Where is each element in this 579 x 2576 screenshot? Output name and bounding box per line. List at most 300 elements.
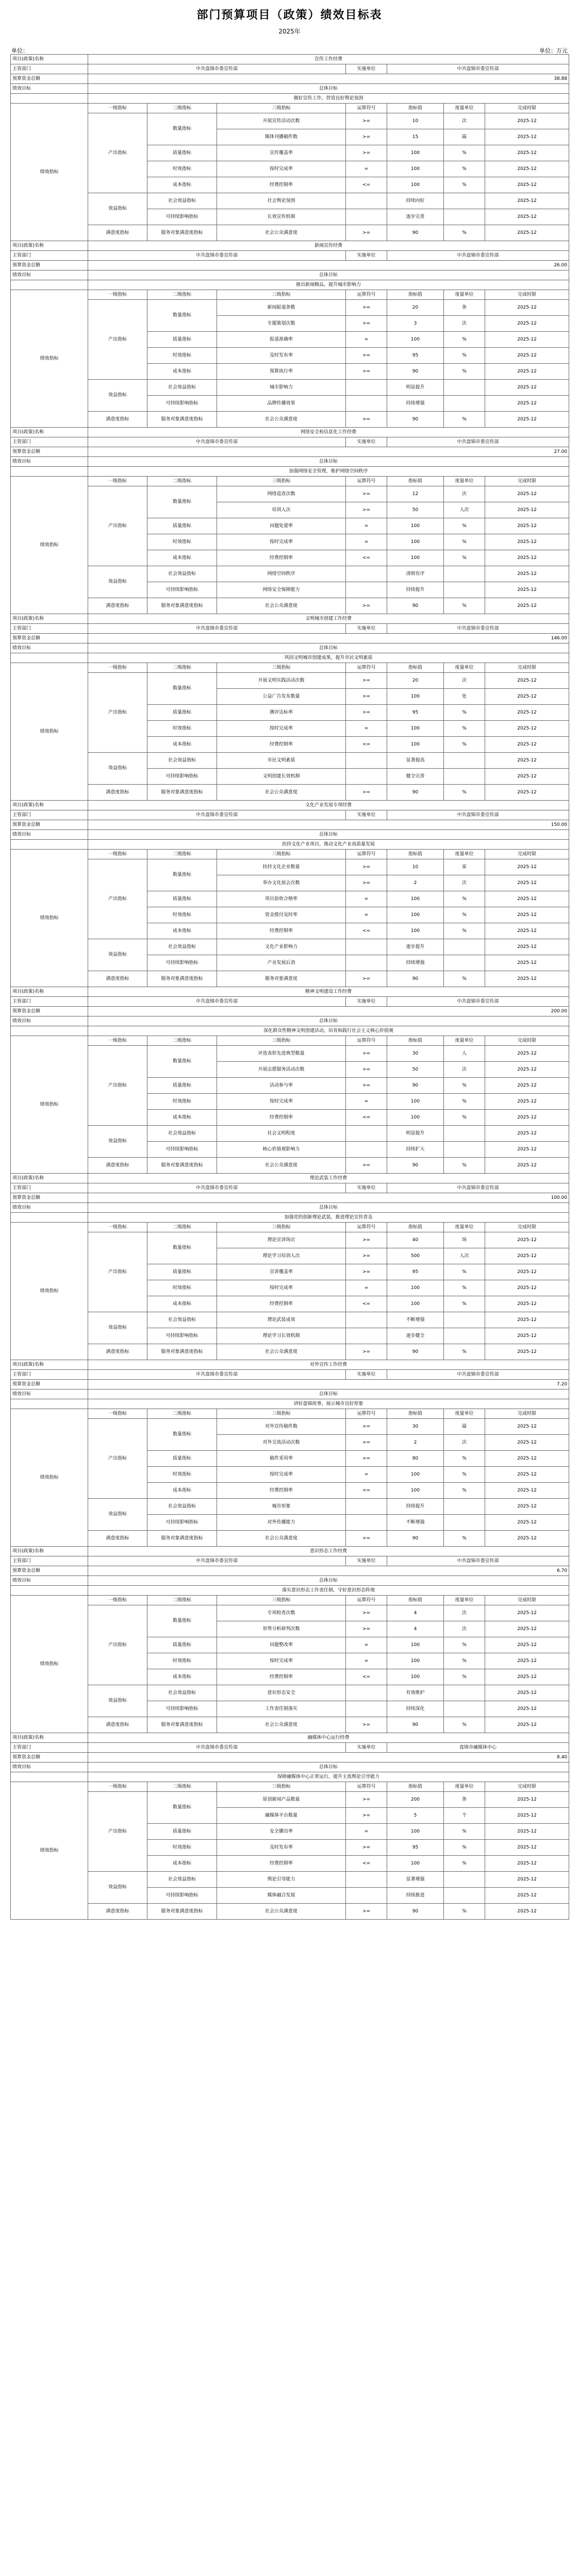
- operator-cell: >=: [346, 113, 387, 129]
- target-cell: 90: [387, 1717, 444, 1733]
- level3-cell: 经费控制率: [217, 1856, 346, 1872]
- unit-cell: %: [444, 332, 485, 348]
- indicator-header-row: [11, 1036, 569, 1046]
- level2-cell: 质量指标: [147, 1824, 217, 1840]
- impl-unit-label: 实施单位: [346, 997, 387, 1007]
- indicator-row: [11, 1792, 569, 1808]
- level3-cell: 社会公众满意度: [217, 1717, 346, 1733]
- unit-cell: %: [444, 785, 485, 801]
- dept-value: 中共盘锦市委宣传部: [88, 624, 346, 634]
- unit-header: 度量单位: [444, 104, 485, 113]
- deadline-cell: 2025-12: [485, 1232, 569, 1248]
- deadline-cell: 2025-12: [485, 1248, 569, 1264]
- operator-cell: >=: [346, 1435, 387, 1451]
- level2-cell: 成本指标: [147, 1110, 217, 1126]
- level2-header: 二级指标: [147, 477, 217, 486]
- target-cell: 100: [387, 145, 444, 161]
- target-cell: 持续增强: [387, 396, 444, 412]
- goal-label: 绩效目标: [11, 1762, 88, 1772]
- indicator-row: [11, 939, 569, 955]
- operator-cell: >=: [346, 348, 387, 364]
- unit-cell: [444, 1142, 485, 1158]
- unit-cell: 篇: [444, 1419, 485, 1435]
- deadline-cell: 2025-12: [485, 955, 569, 971]
- level3-cell: 按时完成率: [217, 721, 346, 737]
- budget-value: 146.00: [88, 634, 569, 643]
- goal-header-row: [11, 1576, 569, 1586]
- operator-cell: <=: [346, 1856, 387, 1872]
- level3-cell: 社会文明程度: [217, 1126, 346, 1142]
- target-cell: 80: [387, 1451, 444, 1467]
- budget-value: 7.20: [88, 1380, 569, 1389]
- indicator-row: [11, 1872, 569, 1888]
- deadline-cell: 2025-12: [485, 177, 569, 193]
- level3-cell: 媒体刊播稿件数: [217, 129, 346, 145]
- level3-cell: 宣传覆盖率: [217, 145, 346, 161]
- unit-cell: %: [444, 971, 485, 987]
- target-cell: 持续扩大: [387, 1142, 444, 1158]
- level2-cell: 成本指标: [147, 1669, 217, 1685]
- deadline-cell: 2025-12: [485, 364, 569, 380]
- goal-header-row: [11, 643, 569, 653]
- level3-cell: 开展志愿服务活动次数: [217, 1062, 346, 1078]
- unit-cell: [444, 1872, 485, 1888]
- project-name-label: 项目(政策)名称: [11, 801, 88, 810]
- level3-cell: 经费控制率: [217, 177, 346, 193]
- level3-cell: 社会公众满意度: [217, 1158, 346, 1174]
- level3-cell: 及时发布率: [217, 1840, 346, 1856]
- operator-cell: [346, 193, 387, 209]
- level3-cell: 评选表彰先进典型数量: [217, 1046, 346, 1062]
- dept-value: 中共盘锦市委宣传部: [88, 251, 346, 261]
- level2-cell: 服务对象满意度指标: [147, 1344, 217, 1360]
- target-cell: 5: [387, 1808, 444, 1824]
- level2-cell: 成本指标: [147, 364, 217, 380]
- level3-cell: 社会公众满意度: [217, 1904, 346, 1920]
- level3-cell: 形势分析研判次数: [217, 1621, 346, 1637]
- dept-label: 主管部门: [11, 437, 88, 447]
- deadline-cell: 2025-12: [485, 939, 569, 955]
- goal-row: [11, 1026, 569, 1036]
- indicator-row: [11, 859, 569, 875]
- target-cell: 10: [387, 859, 444, 875]
- level2-cell: 可持续影响指标: [147, 955, 217, 971]
- deadline-cell: 2025-12: [485, 673, 569, 689]
- deadline-cell: 2025-12: [485, 1483, 569, 1499]
- goal-spacer: [11, 653, 88, 663]
- level1-cell: 效益指标: [88, 939, 147, 971]
- project-name-row: [11, 55, 569, 64]
- dept-value: 中共盘锦市委宣传部: [88, 64, 346, 74]
- deadline-cell: 2025-12: [485, 1451, 569, 1467]
- deadline-cell: 2025-12: [485, 705, 569, 721]
- deadline-header: 完成时限: [485, 1782, 569, 1792]
- impl-unit-label: 实施单位: [346, 64, 387, 74]
- target-header: 指标值: [387, 104, 444, 113]
- goal-label: 绩效目标: [11, 1389, 88, 1399]
- indicator-header-row: [11, 850, 569, 859]
- level3-cell: 工作责任制落实: [217, 1701, 346, 1717]
- impl-unit-label: 实施单位: [346, 437, 387, 447]
- deadline-cell: 2025-12: [485, 1344, 569, 1360]
- indicators-label: 绩效指标: [11, 1036, 88, 1174]
- level2-cell: 社会效益指标: [147, 753, 217, 769]
- goal-spacer: [11, 280, 88, 290]
- unit-cell: 篇: [444, 129, 485, 145]
- level1-cell: 效益指标: [88, 193, 147, 225]
- level3-cell: 核心价值观影响力: [217, 1142, 346, 1158]
- operator-cell: =: [346, 907, 387, 923]
- target-cell: 逐步健全: [387, 1328, 444, 1344]
- level3-cell: 社会公众满意度: [217, 1344, 346, 1360]
- dept-row: [11, 997, 569, 1007]
- level1-cell: 效益指标: [88, 566, 147, 598]
- project-name-label: 项目(政策)名称: [11, 1733, 88, 1743]
- level2-cell: 时效指标: [147, 1094, 217, 1110]
- operator-cell: >=: [346, 1078, 387, 1094]
- target-header: 指标值: [387, 663, 444, 673]
- deadline-cell: 2025-12: [485, 1419, 569, 1435]
- level3-cell: 按时完成率: [217, 1467, 346, 1483]
- target-cell: 100: [387, 177, 444, 193]
- indicator-row: [11, 971, 569, 987]
- overall-goal-label: 总体目标: [88, 84, 569, 94]
- overall-goal-text: 巩固文明城市创建成果，提升市民文明素质: [88, 653, 569, 663]
- target-cell: 90: [387, 971, 444, 987]
- level2-header: 二级指标: [147, 663, 217, 673]
- level3-cell: 经费控制率: [217, 923, 346, 939]
- deadline-cell: 2025-12: [485, 1312, 569, 1328]
- unit-cell: %: [444, 1531, 485, 1547]
- operator-cell: <=: [346, 1669, 387, 1685]
- project-name: 新闻宣传经费: [88, 241, 569, 251]
- level2-cell: 时效指标: [147, 161, 217, 177]
- level2-cell: 服务对象满意度指标: [147, 412, 217, 428]
- target-cell: 100: [387, 1824, 444, 1840]
- unit-header: 度量单位: [444, 663, 485, 673]
- deadline-cell: 2025-12: [485, 129, 569, 145]
- deadline-cell: 2025-12: [485, 689, 569, 705]
- level2-cell: 时效指标: [147, 1653, 217, 1669]
- operator-cell: =: [346, 161, 387, 177]
- target-cell: 30: [387, 1046, 444, 1062]
- level2-cell: 可持续影响指标: [147, 582, 217, 598]
- project-name-label: 项目(政策)名称: [11, 1360, 88, 1370]
- operator-cell: >=: [346, 225, 387, 241]
- unit-header: 度量单位: [444, 477, 485, 486]
- dept-row: [11, 1556, 569, 1566]
- level2-cell: 数量指标: [147, 486, 217, 518]
- level3-header: 三级指标: [217, 850, 346, 859]
- target-cell: 100: [387, 1856, 444, 1872]
- level2-cell: 社会效益指标: [147, 1872, 217, 1888]
- target-cell: 100: [387, 550, 444, 566]
- indicator-header-row: [11, 1596, 569, 1605]
- unit-cell: [444, 582, 485, 598]
- deadline-cell: 2025-12: [485, 1701, 569, 1717]
- level1-cell: 产出指标: [88, 1605, 147, 1685]
- level1-header: 一级指标: [88, 104, 147, 113]
- operator-header: 运算符号: [346, 104, 387, 113]
- goal-row: [11, 467, 569, 477]
- deadline-header: 完成时限: [485, 1596, 569, 1605]
- operator-cell: <=: [346, 1110, 387, 1126]
- operator-cell: <=: [346, 737, 387, 753]
- level2-cell: 可持续影响指标: [147, 769, 217, 785]
- level2-cell: 服务对象满意度指标: [147, 971, 217, 987]
- deadline-cell: 2025-12: [485, 721, 569, 737]
- level2-cell: 服务对象满意度指标: [147, 1531, 217, 1547]
- operator-cell: >=: [346, 364, 387, 380]
- indicator-row: [11, 1685, 569, 1701]
- dept-label: 主管部门: [11, 1743, 88, 1753]
- level2-cell: 社会效益指标: [147, 193, 217, 209]
- impl-unit-value: 中共盘锦市委宣传部: [387, 64, 569, 74]
- project-name: 融媒体中心运行经费: [88, 1733, 569, 1743]
- level1-cell: 效益指标: [88, 380, 147, 412]
- dept-value: 中共盘锦市委宣传部: [88, 1556, 346, 1566]
- budget-label: 预算资金总额: [11, 1007, 88, 1016]
- dept-label: 主管部门: [11, 624, 88, 634]
- target-header: 指标值: [387, 1223, 444, 1232]
- target-cell: 显著提高: [387, 753, 444, 769]
- goal-spacer: [11, 1399, 88, 1409]
- dept-row: [11, 437, 569, 447]
- level1-header: 一级指标: [88, 1782, 147, 1792]
- goal-row: [11, 280, 569, 290]
- level1-header: 一级指标: [88, 1036, 147, 1046]
- level1-cell: 满意度指标: [88, 1344, 147, 1360]
- level3-cell: 按时完成率: [217, 534, 346, 550]
- operator-cell: [346, 1126, 387, 1142]
- deadline-cell: 2025-12: [485, 1669, 569, 1685]
- deadline-cell: 2025-12: [485, 1046, 569, 1062]
- level2-cell: 时效指标: [147, 1280, 217, 1296]
- operator-cell: =: [346, 1280, 387, 1296]
- operator-cell: =: [346, 518, 387, 534]
- operator-cell: >=: [346, 145, 387, 161]
- level3-cell: 报道准确率: [217, 332, 346, 348]
- unit-cell: 次: [444, 316, 485, 332]
- level1-cell: 产出指标: [88, 1419, 147, 1499]
- budget-value: 150.00: [88, 820, 569, 830]
- level3-cell: 按时完成率: [217, 1280, 346, 1296]
- level2-header: 二级指标: [147, 1223, 217, 1232]
- unit-cell: %: [444, 891, 485, 907]
- unit-cell: %: [444, 348, 485, 364]
- indicator-header-row: [11, 1782, 569, 1792]
- overall-goal-text: 推出新闻精品，提升城市影响力: [88, 280, 569, 290]
- indicators-label: 绩效指标: [11, 477, 88, 614]
- indicator-row: [11, 1499, 569, 1515]
- budget-row: [11, 1566, 569, 1576]
- target-cell: 90: [387, 598, 444, 614]
- operator-cell: >=: [346, 1531, 387, 1547]
- level3-cell: 举办文化展会次数: [217, 875, 346, 891]
- target-cell: 逐步完善: [387, 209, 444, 225]
- level3-cell: 服务对象满意度: [217, 971, 346, 987]
- target-cell: 100: [387, 1280, 444, 1296]
- level2-cell: 质量指标: [147, 1078, 217, 1094]
- deadline-header: 完成时限: [485, 477, 569, 486]
- level2-cell: 数量指标: [147, 1232, 217, 1264]
- level3-cell: 网络巡查次数: [217, 486, 346, 502]
- unit-cell: %: [444, 1669, 485, 1685]
- level3-header: 三级指标: [217, 1036, 346, 1046]
- unit-cell: [444, 939, 485, 955]
- project-name-label: 项目(政策)名称: [11, 614, 88, 624]
- deadline-cell: 2025-12: [485, 348, 569, 364]
- indicator-row: [11, 1717, 569, 1733]
- project-name-row: [11, 801, 569, 810]
- deadline-cell: 2025-12: [485, 1158, 569, 1174]
- indicator-row: [11, 673, 569, 689]
- level3-cell: 网络空间秩序: [217, 566, 346, 582]
- deadline-cell: 2025-12: [485, 1280, 569, 1296]
- level1-cell: 满意度指标: [88, 1158, 147, 1174]
- level3-cell: 舆论引导能力: [217, 1872, 346, 1888]
- impl-unit-label: 实施单位: [346, 1370, 387, 1380]
- goal-spacer: [11, 467, 88, 477]
- indicators-label: 绩效指标: [11, 290, 88, 428]
- deadline-cell: 2025-12: [485, 907, 569, 923]
- unit-cell: %: [444, 1451, 485, 1467]
- impl-unit-value: 中共盘锦市委宣传部: [387, 1556, 569, 1566]
- level3-cell: 开展文明实践活动次数: [217, 673, 346, 689]
- unit-cell: [444, 1126, 485, 1142]
- unit-cell: %: [444, 1110, 485, 1126]
- deadline-cell: 2025-12: [485, 1062, 569, 1078]
- goal-label: 绩效目标: [11, 830, 88, 840]
- level2-cell: 时效指标: [147, 534, 217, 550]
- unit-cell: %: [444, 550, 485, 566]
- operator-cell: [346, 1499, 387, 1515]
- operator-cell: >=: [346, 1419, 387, 1435]
- unit-cell: 条: [444, 300, 485, 316]
- level3-cell: 扶持文化企业数量: [217, 859, 346, 875]
- impl-unit-label: 实施单位: [346, 1743, 387, 1753]
- target-cell: 100: [387, 1296, 444, 1312]
- target-cell: 20: [387, 673, 444, 689]
- unit-cell: %: [444, 1158, 485, 1174]
- deadline-header: 完成时限: [485, 290, 569, 300]
- operator-cell: <=: [346, 1296, 387, 1312]
- operator-cell: >=: [346, 1232, 387, 1248]
- level1-header: 一级指标: [88, 850, 147, 859]
- level3-cell: 产业发展后劲: [217, 955, 346, 971]
- dept-value: 中共盘锦市委宣传部: [88, 1183, 346, 1193]
- deadline-header: 完成时限: [485, 104, 569, 113]
- unit-cell: [444, 1888, 485, 1904]
- budget-row: [11, 1753, 569, 1762]
- level2-cell: 数量指标: [147, 673, 217, 705]
- budget-value: 38.88: [88, 74, 569, 84]
- unit-header: 度量单位: [444, 1036, 485, 1046]
- indicator-row: [11, 753, 569, 769]
- budget-label: 预算资金总额: [11, 1193, 88, 1203]
- target-cell: 明显提升: [387, 1126, 444, 1142]
- level3-cell: 项目验收合格率: [217, 891, 346, 907]
- level1-cell: 效益指标: [88, 1312, 147, 1344]
- level2-header: 二级指标: [147, 1596, 217, 1605]
- operator-cell: >=: [346, 1062, 387, 1078]
- unit-header: 度量单位: [444, 1409, 485, 1419]
- level3-header: 三级指标: [217, 290, 346, 300]
- target-cell: 100: [387, 1653, 444, 1669]
- level3-cell: 理论宣讲场次: [217, 1232, 346, 1248]
- deadline-header: 完成时限: [485, 1036, 569, 1046]
- operator-cell: >=: [346, 1792, 387, 1808]
- unit-cell: %: [444, 518, 485, 534]
- level1-cell: 效益指标: [88, 1685, 147, 1717]
- indicator-row: [11, 113, 569, 129]
- operator-cell: [346, 1701, 387, 1717]
- operator-cell: >=: [346, 1717, 387, 1733]
- unit-cell: 场: [444, 1232, 485, 1248]
- operator-cell: >=: [346, 316, 387, 332]
- project-name-label: 项目(政策)名称: [11, 428, 88, 437]
- project-name-row: [11, 614, 569, 624]
- operator-cell: >=: [346, 689, 387, 705]
- project-name-label: 项目(政策)名称: [11, 987, 88, 997]
- target-cell: 2: [387, 875, 444, 891]
- unit-cell: %: [444, 534, 485, 550]
- dept-label: 主管部门: [11, 251, 88, 261]
- level2-cell: 可持续影响指标: [147, 1328, 217, 1344]
- unit-cell: %: [444, 721, 485, 737]
- target-cell: 90: [387, 1078, 444, 1094]
- level2-cell: 时效指标: [147, 1467, 217, 1483]
- project-name-row: [11, 241, 569, 251]
- target-header: 指标值: [387, 477, 444, 486]
- level3-cell: 稿件采用率: [217, 1451, 346, 1467]
- operator-cell: <=: [346, 177, 387, 193]
- level1-cell: 满意度指标: [88, 971, 147, 987]
- level1-cell: 产出指标: [88, 859, 147, 939]
- deadline-cell: 2025-12: [485, 1717, 569, 1733]
- budget-label: 预算资金总额: [11, 1380, 88, 1389]
- level3-cell: 品牌传播效果: [217, 396, 346, 412]
- unit-cell: %: [444, 1856, 485, 1872]
- operator-cell: >=: [346, 785, 387, 801]
- level2-cell: 数量指标: [147, 1046, 217, 1078]
- performance-target-table: [10, 54, 569, 1920]
- level2-cell: 成本指标: [147, 177, 217, 193]
- target-cell: 持续增强: [387, 955, 444, 971]
- indicator-row: [11, 1126, 569, 1142]
- operator-cell: [346, 1685, 387, 1701]
- target-cell: 持续深化: [387, 1701, 444, 1717]
- budget-label: 预算资金总额: [11, 447, 88, 457]
- project-name-label: 项目(政策)名称: [11, 1174, 88, 1183]
- deadline-cell: 2025-12: [485, 1872, 569, 1888]
- target-cell: 90: [387, 785, 444, 801]
- level1-cell: 产出指标: [88, 1232, 147, 1312]
- target-cell: 90: [387, 1158, 444, 1174]
- level1-cell: 产出指标: [88, 486, 147, 566]
- target-cell: 健全完善: [387, 769, 444, 785]
- level2-cell: 服务对象满意度指标: [147, 1158, 217, 1174]
- dept-row: [11, 810, 569, 820]
- target-cell: 50: [387, 502, 444, 518]
- budget-row: [11, 261, 569, 270]
- level2-header: 二级指标: [147, 850, 217, 859]
- level3-cell: 培训人次: [217, 502, 346, 518]
- operator-cell: >=: [346, 1808, 387, 1824]
- overall-goal-text: 讲好盘锦故事，展示城市良好形象: [88, 1399, 569, 1409]
- level3-cell: 问题整改率: [217, 1637, 346, 1653]
- operator-cell: =: [346, 1637, 387, 1653]
